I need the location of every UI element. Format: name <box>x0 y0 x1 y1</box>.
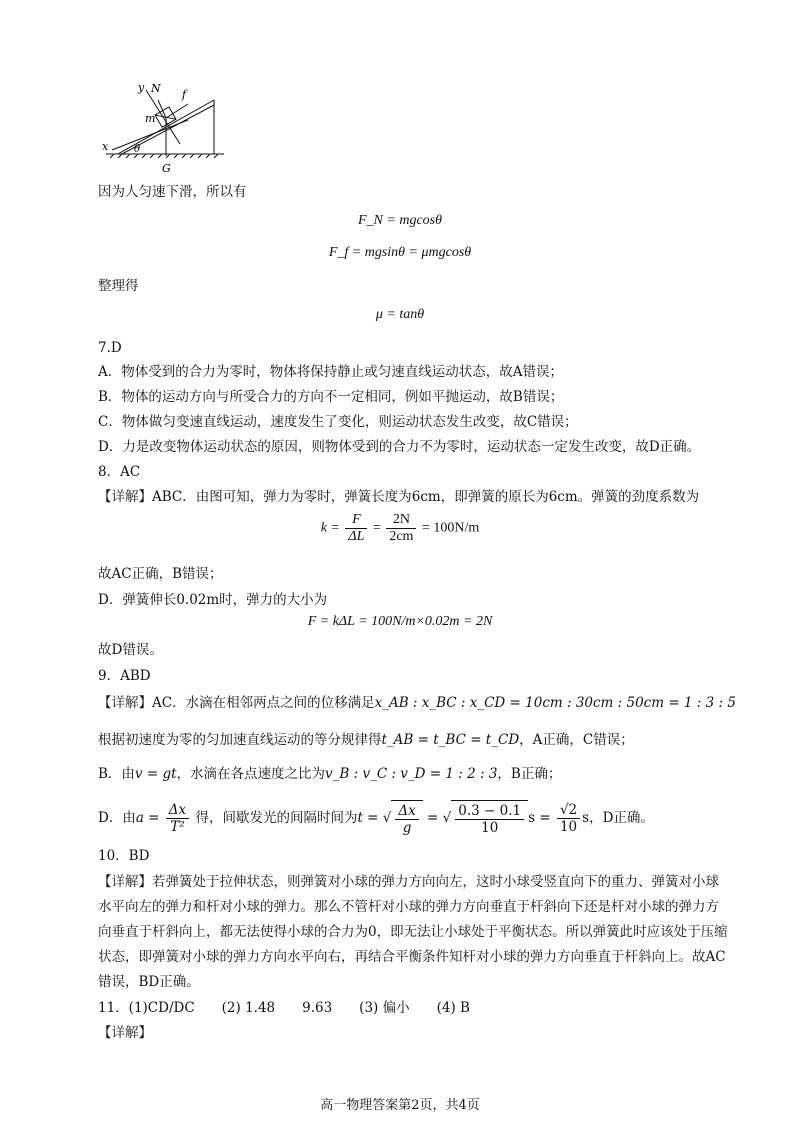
ratio-formula: x_AB : x_BC : x_CD = 10cm : 30cm : 50cm = 1 : 3 : 5 <box>374 695 736 711</box>
label-m: m <box>145 112 156 125</box>
text-line: D．由a = $\frac{\Delta x}{\text{T²}}$ 得，间歇发光的间隔时间为t = √ $\frac{\Delta x}{g}$ = √ $\frac{0.3 - 0.1}{10}$ s = $\frac{√2}{10}$ s，D正确。 <box>98 802 654 836</box>
text-line: 故AC正确，B错误； <box>98 566 223 582</box>
k-lhs: k = <box>320 520 340 536</box>
fraction: $\frac{2N}{2cm}$ <box>386 512 416 545</box>
vgt-formula: v = gt <box>134 766 177 782</box>
text-line: 整理得 <box>98 278 139 294</box>
friction-force <box>166 104 188 118</box>
page-footer: 高一物理答案第2页，共4页 <box>320 1098 480 1113</box>
fraction: $\frac{\Delta x}{\text{T²}}$ <box>166 802 189 835</box>
text-line: 向垂直于杆斜向上，都无法使得小球的合力为0，即无法让小球处于平衡状态。所以弹簧此时应该处于压缩 <box>98 924 728 940</box>
text-line: C．物体做匀变速直线运动，速度发生了变化，则运动状态发生改变，故C错误； <box>98 414 578 430</box>
formula-fn: F_N = mgcosθ <box>358 213 442 228</box>
text-line: D．弹簧伸长0.02m时，弹力的大小为 <box>98 592 328 608</box>
answer-9: 9．ABD <box>98 668 151 684</box>
formula-fk: F = kΔL = 100N/m×0.02m = 2N <box>307 614 493 629</box>
fraction: $\frac{F}{\Delta L}$ <box>345 512 367 545</box>
label-N: N <box>151 82 161 95</box>
formula-mu: μ = tanθ <box>375 307 425 322</box>
text-line: 错误，BD正确。 <box>98 974 200 990</box>
text-line: D．力是改变物体运动状态的原因，则物体受到的合力不为零时，运动状态一定发生改变，故D正确。 <box>98 439 701 455</box>
time-formula: t_AB = t_BC = t_CD <box>381 732 520 748</box>
sqrt: √ $\frac{0.3 - 0.1}{10}$ <box>443 800 528 837</box>
formula-ff: F_f = mgsinθ = μmgcosθ <box>328 245 472 260</box>
text-line: 【详解】若弹簧处于拉伸状态，则弹簧对小球的弹力方向向左，这时小球受竖直向下的重力、弹簧对小球 <box>98 874 719 890</box>
text-line: 根据初速度为零的匀加速直线运动的等分规律得t_AB = t_BC = t_CD，A正确，C错误； <box>98 732 634 748</box>
label-G: G <box>162 162 171 175</box>
answer-8: 8．AC <box>98 464 141 480</box>
text-line: 【详解】AC．水滴在相邻两点之间的位移满足x_AB : x_BC : x_CD = 10cm : 30cm : 50cm = 1 : 3 : 5 <box>98 695 736 711</box>
text-line: 状态，即弹簧对小球的弹力方向水平向右，再结合平衡条件知杆对小球的弹力方向垂直于杆斜向上。故AC <box>98 949 726 965</box>
vratio-formula: v_B : v_C : v_D = 1 : 2 : 3 <box>325 766 498 782</box>
label-x: x <box>102 140 109 153</box>
answer-7: 7.D <box>98 340 122 356</box>
label-theta: θ <box>134 144 141 155</box>
answer-10: 10．BD <box>98 848 150 864</box>
formula-k: k = $\frac{F}{\Delta L}$ = $\frac{2N}{2cm}$ = 100N/m <box>320 512 480 544</box>
text-line: 因为人匀速下滑，所以有 <box>98 184 247 200</box>
text-line: B．物体的运动方向与所受合力的方向不一定相同，例如平抛运动，故B错误； <box>98 389 564 405</box>
answer-11: 11．(1)CD/DC (2) 1.48 9.63 (3) 偏小 (4) B <box>98 1000 470 1016</box>
fraction: $\frac{√2}{10}$ <box>557 802 580 835</box>
label-y: y <box>138 81 145 94</box>
text-line: A．物体受到的合力为零时，物体将保持静止或匀速直线运动状态，故A错误； <box>98 364 563 380</box>
ground <box>106 154 224 158</box>
text-line: 【详解】ABC．由图可知，弹力为零时，弹簧长度为6cm，即弹簧的原长为6cm。弹簧的劲度系数为 <box>98 489 700 505</box>
label-f: f <box>182 88 187 101</box>
text-line: 故D错误。 <box>98 642 163 658</box>
force-diagram <box>96 78 236 178</box>
text-line: 【详解】 <box>98 1025 152 1041</box>
text-line: 水平向左的弹力和杆对小球的弹力。那么不管杆对小球的弹力方向垂直于杆斜向下还是杆对小球的弹力方 <box>98 899 719 915</box>
sqrt: √ $\frac{\Delta x}{g}$ <box>383 800 423 837</box>
text-line: B．由v = gt，水滴在各点速度之比为v_B : v_C : v_D = 1 : 2 : 3，B正确； <box>98 766 562 782</box>
k-rhs: = 100N/m <box>421 520 480 536</box>
